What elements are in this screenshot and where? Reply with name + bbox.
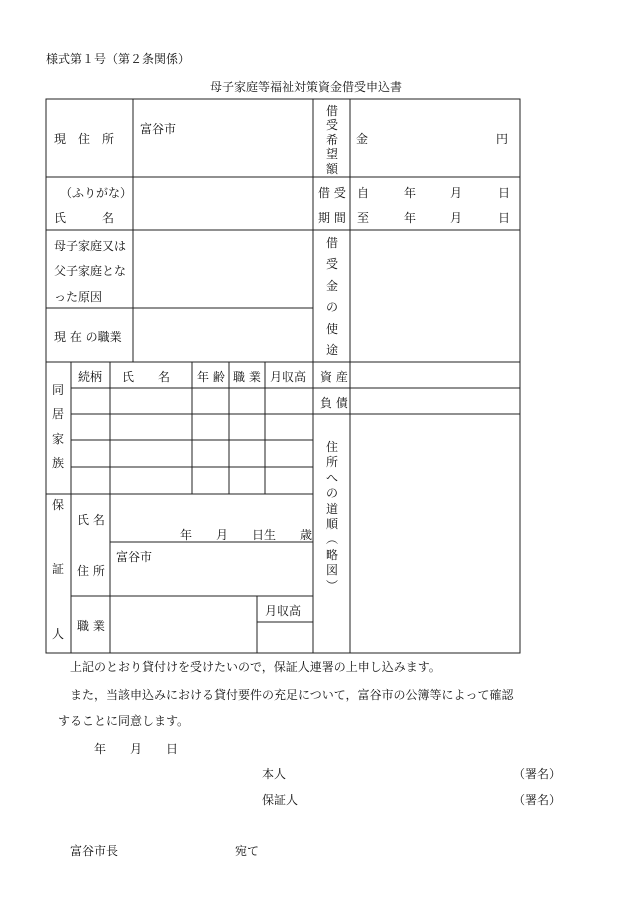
form-number: 様式第１号（第２条関係） [46, 52, 191, 66]
loan-use-label-char: 途 [325, 342, 338, 357]
loan-amount-unit: 円 [496, 132, 509, 146]
route-label-char: 道 [325, 501, 338, 516]
date-line[interactable]: 年 月 日 [94, 742, 179, 756]
loan-use-label-char: 受 [325, 257, 338, 272]
route-label-char: 略 [325, 547, 338, 562]
route-label-char: 図 [325, 563, 338, 578]
route-label-char: ︶ [325, 578, 338, 593]
household-label-char: 族 [51, 456, 64, 471]
route-label [320, 440, 344, 593]
route-label-char: の [325, 486, 338, 501]
household-header-income: 月収高 [270, 370, 307, 384]
period-to-year: 年 [404, 211, 417, 225]
loan-period-label-2: 期 間 [318, 211, 346, 225]
loan-amount-label-char: 借 [325, 104, 338, 118]
household-label-char: 同 [51, 383, 64, 397]
applicant-label: 本人 [262, 767, 287, 781]
loan-use-label [320, 236, 344, 357]
loan-amount-label-char: 額 [325, 161, 338, 176]
route-label-char: へ [325, 470, 338, 485]
period-to: 至 [357, 211, 370, 225]
household-header-occupation: 職 業 [233, 370, 261, 384]
guarantor-label-char: 保 [51, 498, 64, 512]
reason-label-1: 母子家庭又は [54, 239, 127, 253]
addressee-suffix: 宛て [235, 844, 260, 858]
household-header-age: 年 齢 [197, 370, 225, 384]
loan-use-label-char: 借 [325, 236, 338, 250]
guarantor-address-value[interactable]: 富谷市 [116, 550, 153, 564]
period-to-month: 月 [450, 211, 463, 225]
period-from: 自 [357, 186, 370, 200]
guarantor-label [48, 498, 68, 641]
address-label: 現 住 所 [54, 132, 115, 146]
period-from-year: 年 [404, 186, 417, 200]
guarantor-income-label: 月収高 [265, 604, 302, 618]
guarantor-name-label: 氏 名 [77, 513, 105, 527]
route-label-char: ︵ [325, 532, 338, 547]
guarantor-sign-label: 保証人 [262, 793, 299, 807]
occupation-label: 現 在 の職業 [54, 330, 122, 344]
guarantor-label-char: 人 [51, 626, 64, 641]
statement-2: また，当該申込みにおける貸付要件の充足について，富谷市の公簿等によって確認 [70, 688, 514, 702]
guarantor-label-char: 証 [51, 562, 64, 577]
name-label: 氏 名 [54, 211, 115, 225]
addressee: 富谷市長 [70, 844, 119, 858]
guarantor-seal[interactable]: （署名） [513, 793, 562, 807]
guarantor-address-label: 住 所 [77, 564, 105, 578]
reason-label-3: った原因 [54, 290, 103, 304]
furigana-label: （ふりがな） [60, 186, 133, 200]
loan-use-label-char: 使 [325, 321, 338, 336]
household-label-char: 居 [51, 407, 64, 422]
household-label [48, 383, 68, 471]
loan-amount-label-char: 希 [325, 132, 338, 147]
liabilities-label: 負 債 [320, 396, 348, 410]
route-label-char: 所 [325, 455, 338, 470]
statement-1: 上記のとおり貸付けを受けたいので，保証人連署の上申し込みます。 [70, 660, 441, 674]
applicant-seal[interactable]: （署名） [513, 767, 562, 781]
loan-amount-label [320, 104, 344, 176]
household-header-relation: 続柄 [78, 370, 103, 384]
household-label-char: 家 [51, 431, 64, 446]
loan-amount-prefix: 金 [356, 132, 369, 146]
address-value[interactable]: 富谷市 [140, 122, 177, 136]
form-title: 母子家庭等福祉対策資金借受申込書 [210, 80, 403, 94]
period-from-month: 月 [450, 186, 463, 200]
loan-use-label-char: 金 [325, 278, 338, 293]
period-from-day: 日 [498, 186, 511, 200]
guarantor-birth: 年 月 日生 歳 [180, 528, 313, 542]
assets-label: 資 産 [320, 370, 348, 384]
loan-amount-label-char: 望 [325, 147, 338, 162]
reason-label-2: 父子家庭とな [54, 264, 127, 278]
household-header-name: 氏 名 [122, 370, 171, 384]
statement-3: することに同意します。 [58, 714, 190, 728]
loan-use-label-char: の [325, 300, 338, 315]
guarantor-occupation-label: 職 業 [77, 619, 105, 633]
route-label-char: 順 [325, 516, 338, 531]
period-to-day: 日 [498, 211, 511, 225]
route-label-char: 住 [325, 440, 338, 454]
loan-period-label-1: 借 受 [318, 186, 346, 200]
loan-amount-label-char: 受 [325, 118, 338, 133]
